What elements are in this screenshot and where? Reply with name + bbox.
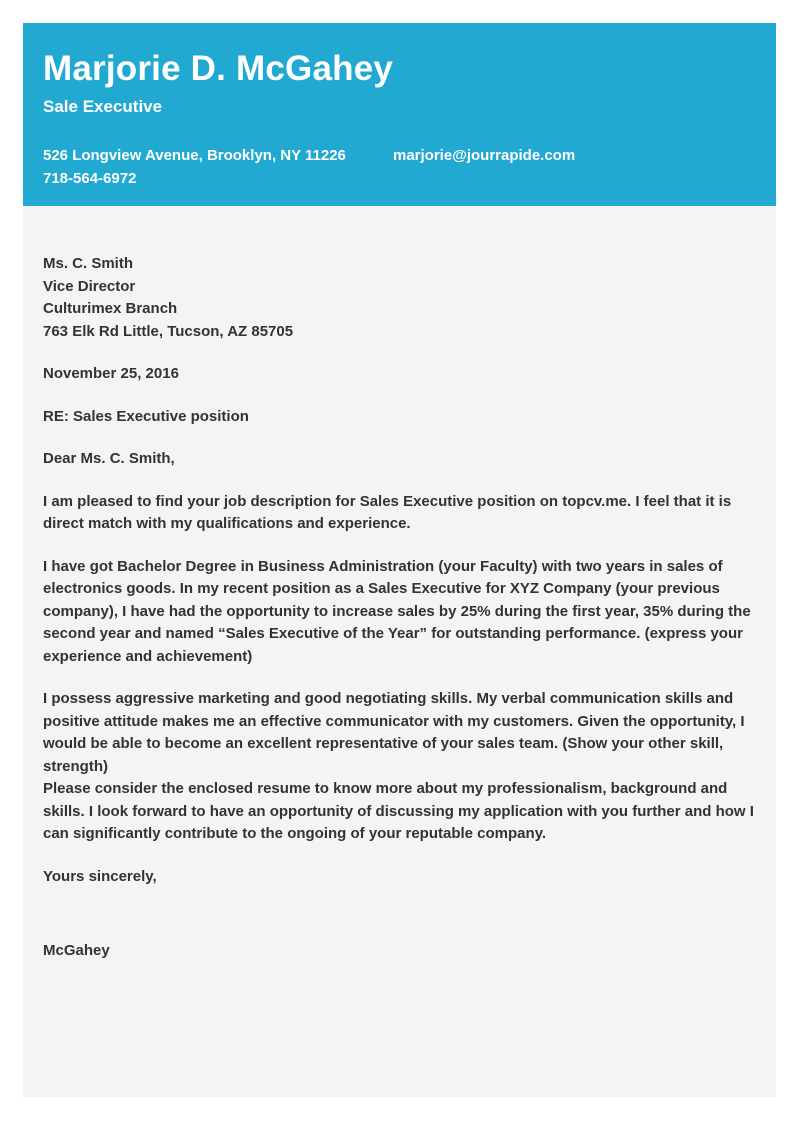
applicant-name: Marjorie D. McGahey: [43, 49, 394, 88]
letter-salutation: Dear Ms. C. Smith,: [43, 450, 175, 467]
applicant-email: marjorie@jourrapide.com: [393, 147, 576, 164]
letter-paragraph: I possess aggressive marketing and good negotiating skills. My verbal communication skills and positive attitude makes me an effective communicator with my customers. Given the opportunity, I would be able to become an excellent representative of your sales team. (Show your other skill, strength): [43, 690, 745, 775]
recipient-name: Ms. C. Smith: [43, 255, 134, 272]
applicant-phone: 718-564-6972: [43, 170, 137, 187]
recipient-company: Culturimex Branch: [43, 300, 178, 317]
letter-subject: RE: Sales Executive position: [43, 407, 249, 425]
header-banner: [23, 23, 776, 206]
letter-paragraph: I have got Bachelor Degree in Business Administration (your Faculty) with two years in sales of electronics goods. In my recent position as a Sales Executive for XYZ Company (your previous company), I have had the opportunity to increase sales by 25% during the first year, 35% during the second year and named “Sales Executive of the Year” for outstanding performance. (express your experience and achievement): [43, 557, 751, 665]
letter-signature: McGahey: [43, 942, 110, 959]
letter-body: [43, 253, 755, 963]
letter-date: November 25, 2016: [43, 365, 179, 382]
recipient-address: 763 Elk Rd Little, Tucson, AZ 85705: [43, 322, 294, 340]
letter-paragraph: Please consider the enclosed resume to know more about my professionalism, background and skills. I look forward to have an opportunity of discussing my application with you further and how I can significantly contribute to the ongoing of your reputable company.: [43, 780, 754, 842]
applicant-title: Sale Executive: [43, 97, 163, 116]
recipient-position: Vice Director: [43, 277, 136, 295]
applicant-address: 526 Longview Avenue, Brooklyn, NY 11226: [43, 147, 346, 164]
cover-letter-page: [23, 23, 776, 1097]
letter-closing: Yours sincerely,: [43, 867, 157, 885]
letter-paragraph: I am pleased to find your job description for Sales Executive position on topcv.me. I feel that it is direct match with my qualifications and experience.: [43, 492, 732, 532]
